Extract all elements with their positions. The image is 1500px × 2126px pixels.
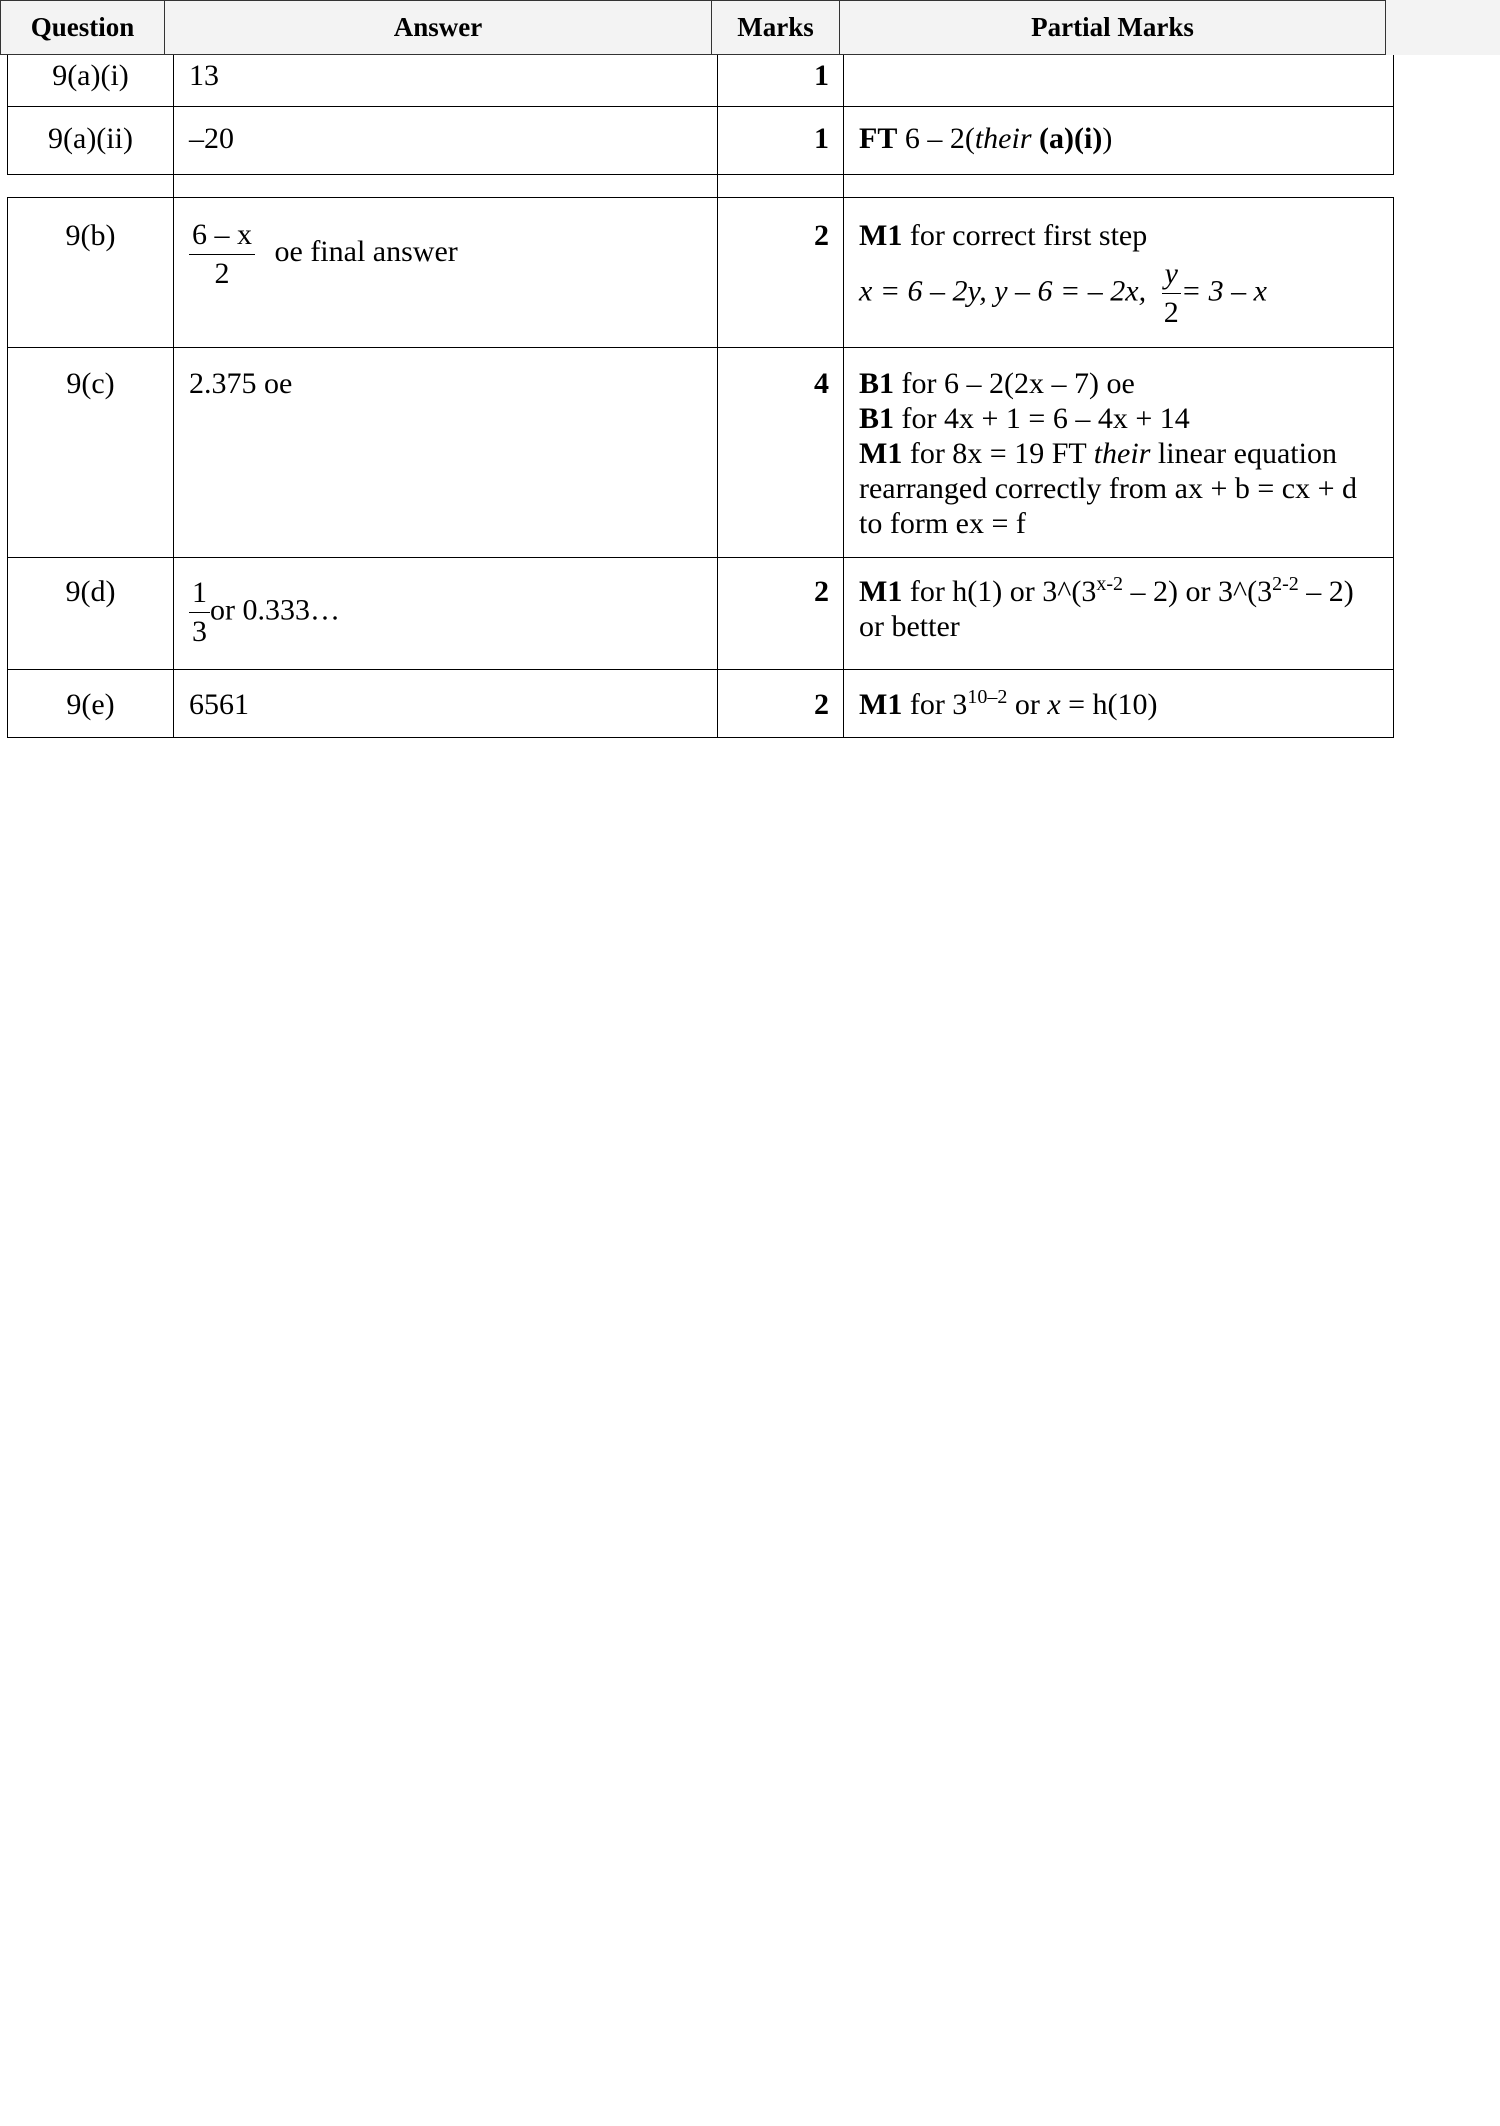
partial-text: for h(1) or 3^(3	[902, 575, 1097, 608]
partial-marks-cell	[843, 197, 1394, 348]
partial-text: x = 6 – 2y, y – 6 = – 2x,	[859, 274, 1147, 308]
table-row	[7, 669, 1395, 738]
partial-text: = 3 – x	[1180, 274, 1267, 308]
table-row	[7, 557, 1395, 670]
answer-suffix: or 0.333…	[210, 593, 340, 627]
partial-text: to form ex = f	[859, 507, 1026, 540]
fraction-numerator: y	[1162, 259, 1181, 294]
table-row	[7, 347, 1395, 558]
header-question: Question	[0, 0, 165, 55]
header-partial-marks: Partial Marks	[839, 0, 1386, 55]
m1-label: M1	[859, 575, 903, 608]
partial-text: for correct first step	[902, 219, 1148, 252]
marks-cell: 2	[717, 197, 844, 348]
question-cell: 9(c)	[7, 347, 174, 558]
partial-text: or better	[859, 610, 960, 643]
marks-cell: 4	[717, 347, 844, 558]
m1-label: M1	[859, 437, 903, 470]
question-cell: 9(e)	[7, 669, 174, 738]
question-cell: 9(a)(i)	[7, 55, 174, 107]
partial-text: – 2) or 3^(3	[1123, 575, 1273, 608]
m1-label: M1	[859, 688, 903, 721]
header-answer: Answer	[164, 0, 712, 55]
m1-label: M1	[859, 219, 903, 252]
ft-label: FT	[859, 122, 898, 155]
marks-cell: 1	[717, 55, 844, 107]
their-text: their	[974, 122, 1032, 155]
marks-cell: 2	[717, 557, 844, 670]
divider	[173, 174, 174, 198]
partial-marks-cell	[843, 557, 1394, 670]
partial-text	[1032, 122, 1040, 155]
answer-suffix: oe final answer	[274, 235, 458, 269]
their-text: their	[1093, 437, 1151, 470]
answer-cell	[173, 197, 718, 348]
table-header	[0, 0, 1500, 55]
marks-cell: 1	[717, 106, 844, 175]
fraction	[189, 578, 210, 647]
question-cell: 9(a)(ii)	[7, 106, 174, 175]
partial-text: or	[1007, 688, 1048, 721]
answer-cell: 2.375 oe	[173, 347, 718, 558]
reference-text: (a)(i)	[1039, 122, 1103, 155]
table-row	[7, 55, 1395, 107]
superscript: 10–2	[967, 686, 1008, 708]
partial-text: for 8x = 19 FT	[902, 437, 1094, 470]
fraction-denominator: 3	[192, 615, 207, 648]
partial-text: )	[1102, 122, 1113, 155]
table-row	[7, 106, 1395, 175]
fraction-denominator: 2	[1163, 296, 1179, 329]
divider	[843, 174, 844, 198]
partial-text: linear equation	[1150, 437, 1337, 470]
partial-text: – 2)	[1298, 575, 1354, 608]
answer-cell: 6561	[173, 669, 718, 738]
divider	[717, 174, 718, 198]
superscript: x-2	[1096, 573, 1124, 595]
partial-marks-cell	[843, 347, 1394, 558]
fraction-numerator: 6 – x	[189, 220, 255, 255]
partial-text: rearranged correctly from ax + b = cx + d	[859, 472, 1358, 505]
partial-text: = h(10)	[1060, 688, 1158, 721]
table-row	[7, 197, 1395, 348]
marks-cell: 2	[717, 669, 844, 738]
partial-text: for 6 – 2(2x – 7) oe	[894, 367, 1135, 400]
fraction-numerator: 1	[189, 578, 210, 613]
b1-label: B1	[859, 402, 895, 435]
fraction-denominator: 2	[214, 257, 230, 290]
fraction	[1162, 259, 1181, 328]
variable-x: x	[1047, 688, 1061, 721]
answer-cell: 13	[173, 55, 718, 107]
partial-text: for 3	[902, 688, 968, 721]
partial-marks-cell	[843, 55, 1394, 107]
question-cell: 9(d)	[7, 557, 174, 670]
answer-cell: –20	[173, 106, 718, 175]
partial-text: for 4x + 1 = 6 – 4x + 14	[894, 402, 1190, 435]
answer-cell	[173, 557, 718, 670]
partial-text: 6 – 2(	[897, 122, 975, 155]
b1-label: B1	[859, 367, 895, 400]
superscript: 2-2	[1272, 573, 1299, 595]
partial-marks-cell	[843, 106, 1394, 175]
fraction	[189, 220, 255, 289]
question-cell: 9(b)	[7, 197, 174, 348]
header-marks: Marks	[711, 0, 840, 55]
partial-marks-cell	[843, 669, 1394, 738]
